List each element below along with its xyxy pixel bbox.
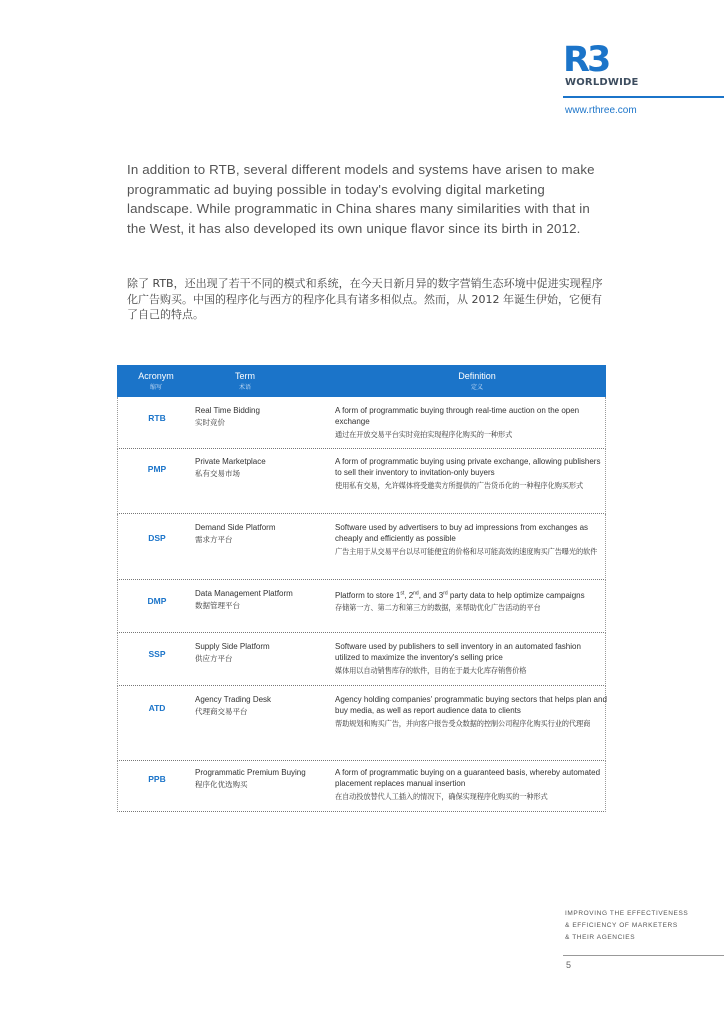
definition-cell: A form of programmatic buying on a guaranteed basis, whereby automated placement replaces manual insertion 在自动投放替代人工插入的情况下，确保实现程序化购买的一种形式 bbox=[335, 768, 601, 801]
page-number: 5 bbox=[566, 960, 572, 970]
definition-cell: Agency holding companies' programmatic buying sectors that helps plan and buy media, as well as report audience data to clients 帮助规划和购买广告，并向客户报告受众数据的控制公司程序化购买行业的代理商 bbox=[335, 695, 607, 728]
definition-cell: A form of programmatic buying through real-time auction on the open exchange 通过在开放交易平台实时竞拍实现程序化购买的一种形式 bbox=[335, 406, 580, 439]
acronym-cell: PMP bbox=[147, 464, 167, 474]
acronym-cell: RTB bbox=[148, 413, 166, 423]
term-cell: Supply Side Platform 供应方平台 bbox=[195, 642, 270, 663]
intro-paragraph-zh: 除了 RTB，还出现了若干不同的模式和系统，在今天日新月异的数字营销生态环境中促进实现程序化广告购买。中国的程序化与西方的程序化具有诸多相似点。然而，从 2012 年诞生伊始，它便有了自己的特点。 bbox=[127, 277, 603, 321]
table-row bbox=[117, 686, 606, 761]
header-rule bbox=[563, 96, 724, 98]
table-row bbox=[117, 397, 606, 449]
table-row bbox=[117, 449, 606, 514]
website-link[interactable]: www.rthree.com bbox=[565, 105, 637, 116]
table-row bbox=[117, 761, 606, 812]
definition-cell: Software used by advertisers to buy ad impressions from exchanges as cheaply and efficiently as possible 广告主用于从交易平台以尽可能便宜的价格和尽可能高效的速度购买广告曝光的软件 bbox=[335, 523, 598, 556]
intro-paragraph-en: In addition to RTB, several different models and systems have arisen to make programmatic ad buying possible in today's evolving digital marketing landscape. While programmatic in China shares many similarities with that in the West, it has also developed its own unique flavor since its birth in 2012. bbox=[127, 162, 595, 236]
footer-rule bbox=[563, 955, 724, 956]
term-cell: Demand Side Platform 需求方平台 bbox=[195, 523, 276, 544]
acronym-cell: ATD bbox=[148, 703, 166, 713]
logo-wordmark: WORLDWIDE bbox=[565, 77, 639, 88]
footer-tagline: IMPROVING THE EFFECTIVENESS & EFFICIENCY OF MARKETERS & THEIR AGENCIES bbox=[565, 910, 689, 941]
header-acronym: Acronym 缩写 bbox=[138, 371, 174, 391]
acronym-cell: PPB bbox=[148, 774, 166, 784]
header-definition: Definition 定义 bbox=[458, 371, 496, 391]
term-cell: Programmatic Premium Buying 程序化优选购买 bbox=[195, 768, 306, 789]
acronym-cell: DSP bbox=[148, 533, 166, 543]
r3-worldwide-logo bbox=[563, 40, 643, 90]
acronym-cell: DMP bbox=[147, 596, 167, 606]
table-row bbox=[117, 580, 606, 633]
header-term: Term 术语 bbox=[235, 371, 255, 391]
definition-cell: A form of programmatic buying using private exchange, allowing publishers to sell their inventory to invitation-only buyers 使用私有交易，允许媒体将受邀卖方所提供的广告货币化的一种程序化购买形式 bbox=[335, 457, 601, 490]
table-row bbox=[117, 514, 606, 580]
definition-cell: Software used by publishers to sell inventory in an automated fashion utilized to maximize the inventory's selling price 媒体用以自动销售库存的软件，目的在于最大化库存销售价格 bbox=[335, 642, 581, 675]
dmp-definition-en: Platform to store 1st, 2nd, and 3rd party data to help optimize campaigns bbox=[335, 590, 585, 600]
term-cell: Real Time Bidding 实时竞价 bbox=[195, 406, 260, 427]
acronym-cell: SSP bbox=[148, 649, 166, 659]
table-row bbox=[117, 633, 606, 686]
term-cell: Data Management Platform 数据管理平台 bbox=[195, 589, 293, 610]
logo-mark: R3 bbox=[563, 40, 609, 80]
term-cell: Agency Trading Desk 代理商交易平台 bbox=[195, 695, 272, 716]
table-header bbox=[117, 365, 606, 397]
programmatic-glossary-table bbox=[117, 365, 606, 812]
definition-cell: Platform to store 1st, 2nd, and 3rd party data to help optimize campaigns 存储第一方、第二方和第三方的数据，来帮助优化广告活动的平台 bbox=[335, 590, 585, 612]
term-cell: Private Marketplace 私有交易市场 bbox=[195, 457, 266, 478]
